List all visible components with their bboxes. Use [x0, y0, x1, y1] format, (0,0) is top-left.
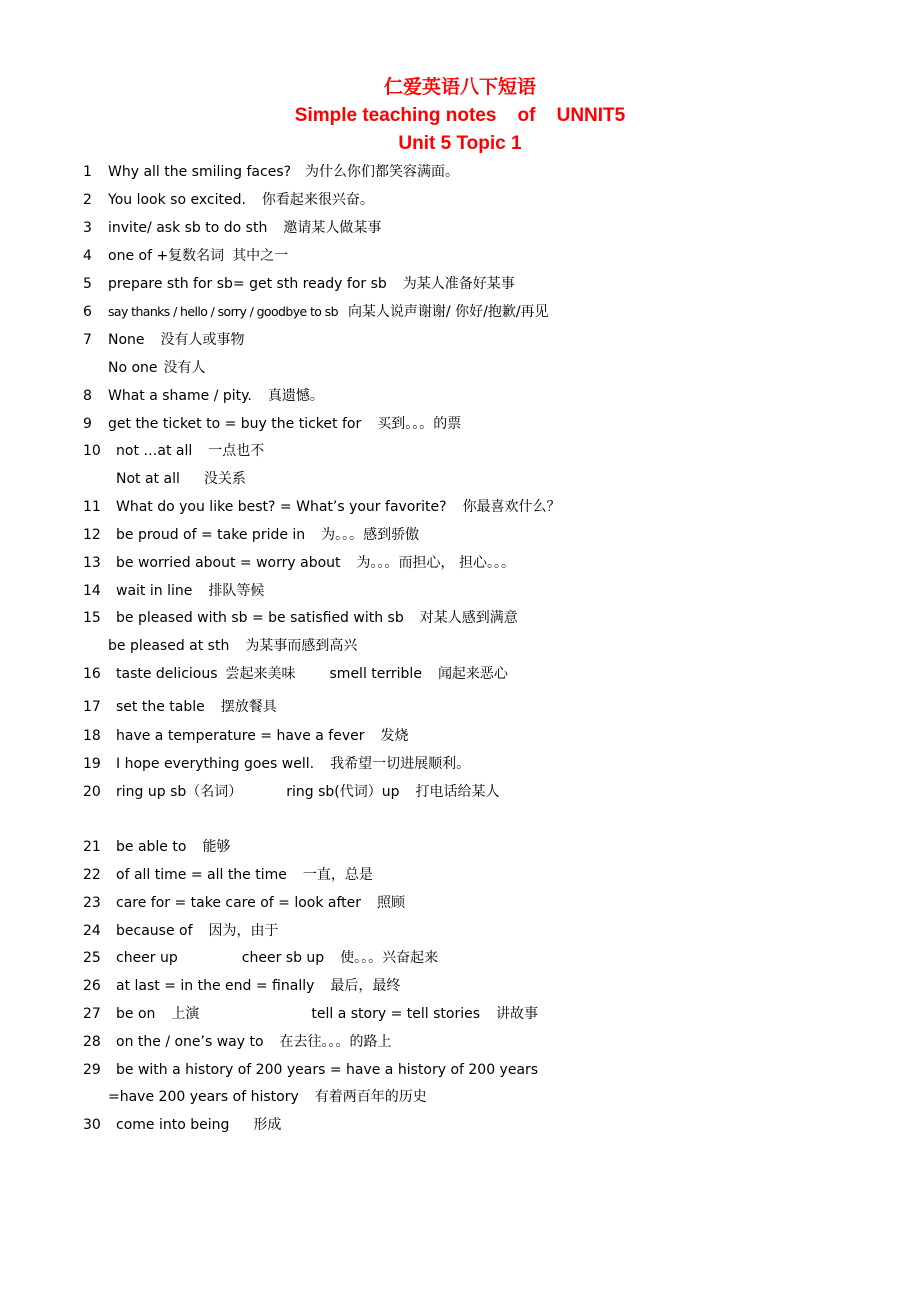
chinese-meaning: 为。。。感到骄傲 [321, 527, 420, 543]
chinese-meaning: 你最喜欢什么？ [462, 499, 561, 515]
list-item [83, 469, 246, 489]
list-item [83, 1115, 281, 1135]
english-phrase: =have 200 years of history [108, 1089, 299, 1105]
item-number: 15 [83, 610, 101, 626]
chinese-meaning: 真遗憾。 [267, 388, 324, 404]
item-number: 13 [83, 555, 101, 571]
list-item [83, 162, 459, 182]
chinese-meaning: 为某人准备好某事 [402, 276, 515, 292]
english-phrase-2: smell terrible [329, 666, 422, 682]
english-phrase: Not at all [116, 471, 180, 487]
chinese-meaning: 一直，总是 [302, 867, 373, 883]
english-phrase-2: tell a story = tell stories [311, 1006, 481, 1022]
list-item [83, 190, 374, 210]
english-phrase: ring up sb（名词） [116, 784, 243, 800]
chinese-meaning: 形成 [253, 1117, 282, 1133]
item-number: 10 [83, 443, 101, 459]
chinese-meaning: 尝起来美味 [225, 666, 296, 682]
english-phrase: I hope everything goes well. [116, 756, 315, 772]
item-number: 23 [83, 895, 101, 911]
list-item [83, 1060, 538, 1080]
list-item [83, 581, 264, 601]
english-phrase: come into being [116, 1117, 230, 1133]
list-item [83, 976, 400, 996]
chinese-meaning: 其中之一 [232, 248, 289, 264]
english-phrase: be worried about = worry about [116, 555, 341, 571]
item-number: 29 [83, 1062, 101, 1078]
english-phrase: of all time = all the time [116, 867, 287, 883]
list-item [83, 302, 549, 322]
english-phrase: get the ticket to = buy the ticket for [108, 416, 362, 432]
item-number: 30 [83, 1117, 101, 1133]
chinese-meaning: 为。。。而担心， 担心。。。 [356, 555, 515, 571]
list-item [83, 837, 230, 857]
item-number: 25 [83, 950, 101, 966]
list-item [83, 358, 206, 378]
list-item [83, 246, 288, 266]
english-phrase: on the / one’s way to [116, 1034, 264, 1050]
english-phrase-2: cheer sb up [241, 950, 325, 966]
english-phrase: prepare sth for sb= get sth ready for sb [108, 276, 387, 292]
english-phrase: be with a history of 200 years = have a history of 200 years [116, 1062, 539, 1078]
english-phrase: Why all the smiling faces? [108, 164, 292, 180]
chinese-meaning: 在去往。。。的路上 [279, 1034, 392, 1050]
english-phrase: What a shame / pity. [108, 388, 252, 404]
english-phrase: not …at all [116, 443, 193, 459]
item-number: 22 [83, 867, 101, 883]
list-item [83, 608, 518, 628]
chinese-meaning: 照顾 [377, 895, 406, 911]
item-number: 3 [83, 220, 92, 236]
english-phrase: be able to [116, 839, 187, 855]
chinese-meaning-2: 打电话给某人 [415, 784, 500, 800]
item-number: 9 [83, 416, 92, 432]
list-item [83, 697, 277, 717]
english-phrase-2: ring sb(代词）up [286, 784, 400, 800]
item-number: 19 [83, 756, 101, 772]
item-number: 7 [83, 332, 92, 348]
english-phrase: No one [108, 360, 158, 376]
item-number: 27 [83, 1006, 101, 1022]
chinese-meaning: 能够 [202, 839, 231, 855]
item-number: 2 [83, 192, 92, 208]
list-item [83, 948, 438, 968]
chinese-meaning: 没关系 [203, 471, 246, 487]
topic-heading: Unit 5 Topic 1 [398, 133, 522, 154]
list-item [83, 782, 500, 802]
item-number: 26 [83, 978, 101, 994]
chinese-meaning: 邀请某人做某事 [283, 220, 382, 236]
english-phrase: What do you like best? = What’s your favorite? [116, 499, 447, 515]
chinese-meaning-2: 闻起来恶心 [437, 666, 508, 682]
item-number: 20 [83, 784, 101, 800]
english-phrase: say thanks / hello / sorry / goodbye to sb [108, 304, 338, 319]
chinese-meaning-2: 使。。。兴奋起来 [340, 950, 439, 966]
document-subtitle: Simple teaching notes of UNNIT5 [294, 105, 626, 126]
list-item [83, 274, 515, 294]
list-item [83, 664, 508, 684]
chinese-meaning: 我希望一切进展顺利。 [330, 756, 471, 772]
chinese-meaning: 有着两百年的历史 [314, 1089, 427, 1105]
list-item [83, 726, 409, 746]
list-item [83, 414, 461, 434]
english-phrase: taste delicious [116, 666, 218, 682]
list-item [83, 865, 373, 885]
chinese-meaning: 最后，最终 [330, 978, 401, 994]
chinese-meaning: 没有人 [163, 360, 206, 376]
list-item [83, 636, 357, 656]
list-item [83, 386, 324, 406]
item-number: 21 [83, 839, 101, 855]
document-title: 仁爱英语八下短语 [383, 77, 536, 98]
chinese-meaning: 买到。。。的票 [377, 416, 462, 432]
item-number: 16 [83, 666, 101, 682]
english-phrase: at last = in the end = finally [116, 978, 315, 994]
item-number: 5 [83, 276, 92, 292]
english-phrase: because of [116, 923, 193, 939]
english-phrase: have a temperature = have a fever [116, 728, 365, 744]
list-item [83, 553, 515, 573]
list-item [83, 497, 561, 517]
chinese-meaning: 没有人或事物 [160, 332, 245, 348]
english-phrase: cheer up [116, 950, 178, 966]
list-item [83, 330, 245, 350]
list-item [83, 218, 381, 238]
english-phrase: wait in line [116, 583, 193, 599]
chinese-meaning: 你看起来很兴奋。 [261, 192, 374, 208]
chinese-meaning: 排队等候 [208, 583, 265, 599]
list-item [83, 525, 419, 545]
item-number: 14 [83, 583, 101, 599]
english-phrase: be proud of = take pride in [116, 527, 306, 543]
list-item [83, 893, 405, 913]
item-number: 12 [83, 527, 101, 543]
english-phrase: care for = take care of = look after [116, 895, 362, 911]
english-phrase: None [108, 332, 145, 348]
chinese-meaning: 一点也不 [208, 443, 265, 459]
english-phrase: be pleased at sth [108, 638, 230, 654]
chinese-meaning: 摆放餐具 [220, 699, 277, 715]
english-phrase: be on [116, 1006, 156, 1022]
item-number: 6 [83, 304, 92, 320]
chinese-meaning: 发烧 [380, 728, 409, 744]
item-number: 24 [83, 923, 101, 939]
item-number: 8 [83, 388, 92, 404]
chinese-meaning: 因为，由于 [208, 923, 279, 939]
chinese-meaning: 上演 [171, 1006, 200, 1022]
item-number: 11 [83, 499, 101, 515]
chinese-meaning-2: 讲故事 [496, 1006, 539, 1022]
list-item [83, 754, 470, 774]
chinese-meaning: 为什么你们都笑容满面。 [305, 164, 460, 180]
chinese-meaning: 向某人说声谢谢/ 你好/抱歉/再见 [347, 304, 549, 320]
chinese-meaning: 对某人感到满意 [419, 610, 518, 626]
english-phrase: one of +复数名词 [108, 248, 225, 264]
item-number: 18 [83, 728, 101, 744]
item-number: 17 [83, 699, 101, 715]
english-phrase: invite/ ask sb to do sth [108, 220, 268, 236]
chinese-meaning: 为某事而感到高兴 [245, 638, 358, 654]
list-item [83, 441, 264, 461]
list-item [83, 1004, 538, 1024]
item-number: 1 [83, 164, 92, 180]
item-number: 28 [83, 1034, 101, 1050]
english-phrase: be pleased with sb = be satisfied with sb [116, 610, 404, 626]
english-phrase: You look so excited. [108, 192, 246, 208]
list-item [83, 921, 279, 941]
list-item [83, 1032, 392, 1052]
english-phrase: set the table [116, 699, 205, 715]
item-number: 4 [83, 248, 92, 264]
list-item [83, 1087, 427, 1107]
